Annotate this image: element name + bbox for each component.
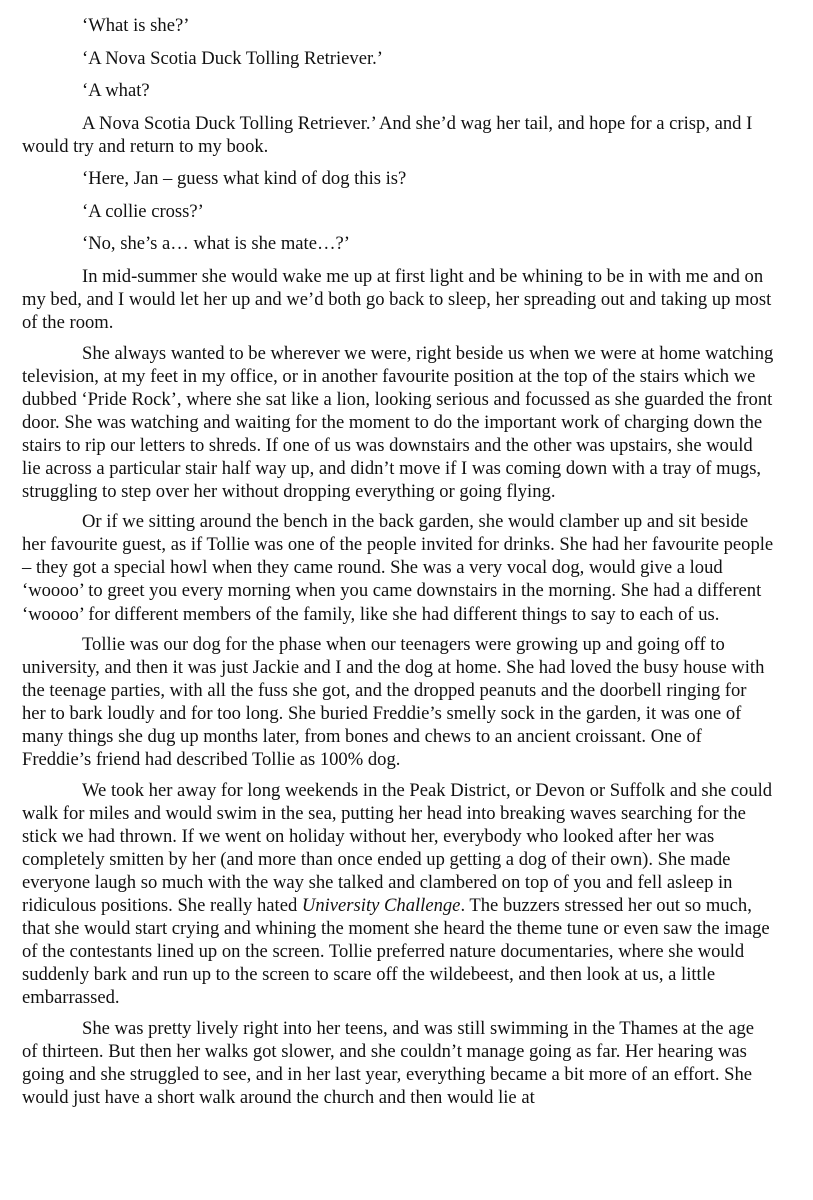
paragraph: ‘No, she’s a… what is she mate…?’: [82, 233, 350, 255]
paragraph: Tollie was our dog for the phase when our teenagers were growing up and going off to university, and then it was just Jackie and I and the dog at home. She had loved the busy house with the teenage parties, with all the fuss she got, and the dropped peanuts and the doorbell ringing for her to bark loudly and for too long. She buried Freddie’s smelly sock in the garden, it was one of many things she dug up months later, from bones and chews to an ancient croissant. One of Freddie’s friend had described Tollie as 100% dog.: [22, 634, 765, 771]
document-page: [22, 14, 774, 1109]
paragraph: In mid-summer she would wake me up at first light and be whining to be in with me and on my bed, and I would let her up and we’d both go back to sleep, her spreading out and taking up most of the room.: [22, 265, 772, 333]
paragraph-text: We took her away for long weekends in the Peak District, or Devon or Suffolk and she could walk for miles and would swim in the sea, putting her head into breaking waves searching for the stick we had thrown. If we went on holiday without her, everybody who looked after her was completely smitten by her (and more than once ended up getting a dog of their own). She made everyone laugh so much with the way she talked and clambered on top of you and fell asleep in ridiculous positions. She really hated: [22, 779, 773, 917]
paragraph: ‘What is she?’: [82, 15, 190, 36]
paragraph-text: . The buzzers stressed her out so much, that she would start crying and whining the moment she heard the theme tune or even saw the image of the contestants lined up on the screen. Tollie preferred nature documentaries, where she would suddenly bark and run up to the screen to scare off the wildebeest, and then look at us, a little embarrassed.: [22, 895, 770, 1009]
paragraph: ‘A Nova Scotia Duck Tolling Retriever.’: [82, 47, 383, 69]
paragraph: She always wanted to be wherever we were, right beside us when we were at home watching television, at my feet in my office, or in another favourite position at the top of the stairs which we dubbed ‘Pride Rock’, where she sat like a lion, looking serious and focussed as she guarded the front door. She was watching and waiting for the moment to do the important work of charging down the stairs to rip our letters to shreds. If one of us was downstairs and the other was upstairs, she would lie across a particular stair half way up, and didn’t move if I was coming down with a tray of mugs, struggling to step over her without dropping everything or going flying.: [22, 342, 774, 502]
paragraph: ‘Here, Jan – guess what kind of dog this is?: [82, 168, 407, 190]
paragraph: Or if we sitting around the bench in the back garden, she would clamber up and sit beside her favourite guest, as if Tollie was one of the people invited for drinks. She had her favourite people – they got a special howl when they came round. She was a very vocal dog, would give a loud ‘woooo’ to greet you every morning when you came downstairs in the morning. She had a different ‘woooo’ for different members of the family, like she had different things to say to each of us.: [22, 511, 774, 625]
italic-title: University Challenge: [301, 895, 461, 917]
paragraph: ‘A collie cross?’: [82, 200, 204, 222]
paragraph: ‘A what?: [82, 80, 150, 102]
paragraph: A Nova Scotia Duck Tolling Retriever.’ And she’d wag her tail, and hope for a crisp, and I would try and return to my book.: [22, 112, 753, 157]
paragraph: [22, 779, 774, 1009]
paragraph: She was pretty lively right into her teens, and was still swimming in the Thames at the age of thirteen. But then her walks got slower, and she couldn’t manage going as far. Her hearing was going and she struggled to see, and in her last year, everything became a bit more of an effort. She would just have a short walk around the church and then would lie at: [22, 1017, 754, 1108]
